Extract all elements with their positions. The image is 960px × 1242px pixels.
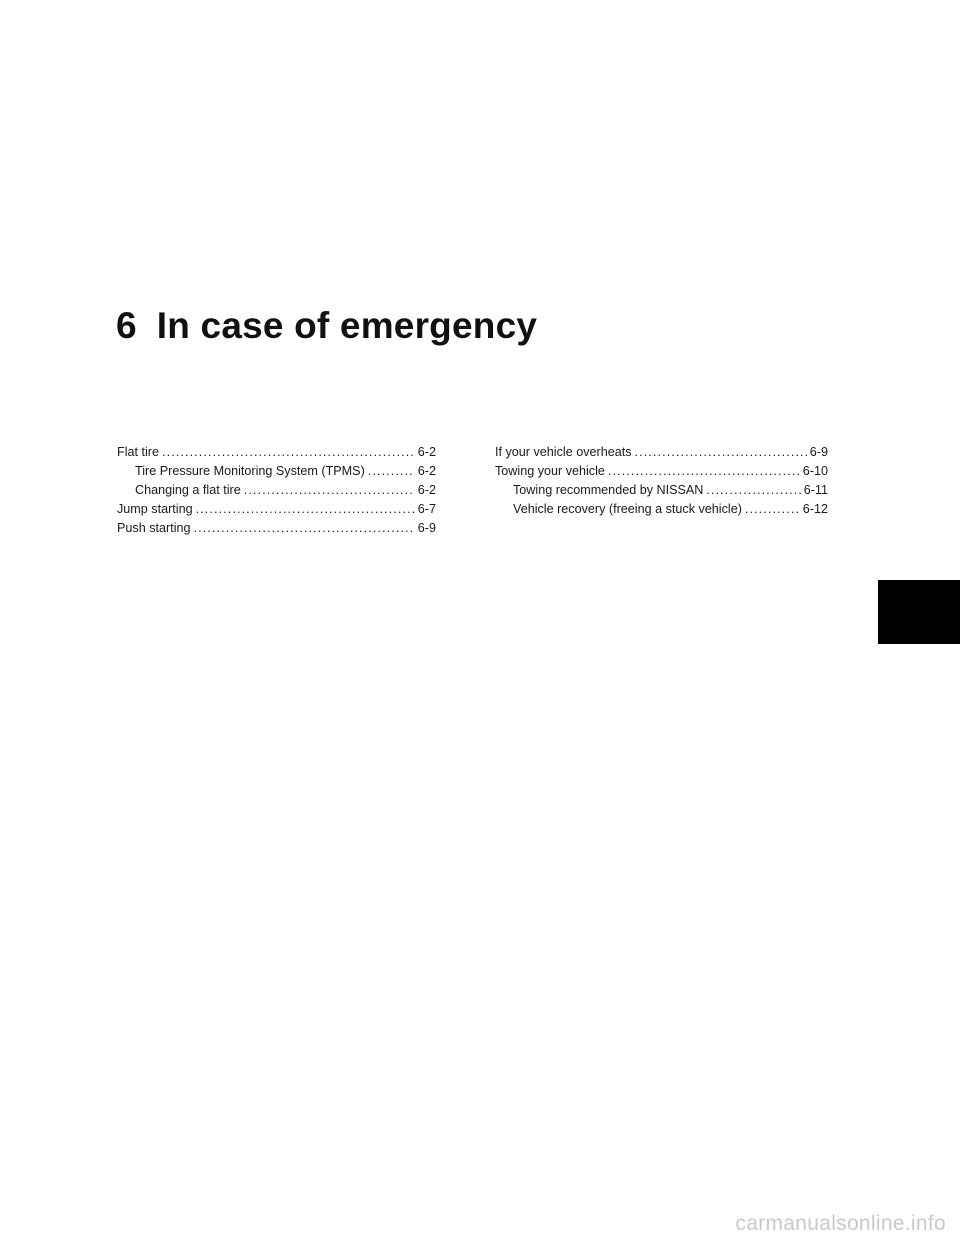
- toc-entry-label: Flat tire: [117, 445, 159, 459]
- toc-entry-page: 6-2: [417, 464, 436, 478]
- toc-entry-towing-vehicle[interactable]: [495, 462, 828, 481]
- toc-leader-dots: [194, 519, 415, 538]
- toc-entry-page: 6-9: [809, 445, 828, 459]
- watermark: carmanualsonline.info: [735, 1212, 946, 1235]
- toc-leader-dots: [706, 481, 800, 500]
- toc-right-column: [495, 443, 828, 519]
- toc-entry-page: 6-10: [802, 464, 828, 478]
- toc-entry-label: Vehicle recovery (freeing a stuck vehicle): [513, 502, 742, 516]
- toc-entry-label: Towing recommended by NISSAN: [513, 483, 704, 497]
- chapter-title-text: In case of emergency: [156, 305, 538, 346]
- toc-entry-label: Towing your vehicle: [495, 464, 605, 478]
- toc-entry-label: Jump starting: [117, 502, 193, 516]
- toc-entry-label: Push starting: [117, 521, 191, 535]
- toc-entry-page: 6-11: [803, 483, 828, 497]
- chapter-number: 6: [116, 305, 137, 346]
- toc-entry-flat-tire[interactable]: [117, 443, 436, 462]
- toc-entry-page: 6-9: [417, 521, 436, 535]
- toc-entry-page: 6-7: [417, 502, 436, 516]
- toc-entry-towing-recommended[interactable]: [495, 481, 828, 500]
- toc-entry-push-starting[interactable]: [117, 519, 436, 538]
- toc-entry-changing-flat-tire[interactable]: [117, 481, 436, 500]
- toc-entry-label: Tire Pressure Monitoring System (TPMS): [135, 464, 365, 478]
- toc-entry-page: 6-12: [802, 502, 828, 516]
- toc-entry-overheats[interactable]: [495, 443, 828, 462]
- chapter-tab-marker: [878, 580, 960, 644]
- toc-leader-dots: [244, 481, 415, 500]
- toc-entry-vehicle-recovery[interactable]: [495, 500, 828, 519]
- toc-entry-label: Changing a flat tire: [135, 483, 241, 497]
- toc-leader-dots: [745, 500, 800, 519]
- toc-leader-dots: [368, 462, 415, 481]
- toc-entry-label: If your vehicle overheats: [495, 445, 632, 459]
- toc-left-column: [117, 443, 436, 538]
- chapter-title: [116, 305, 537, 347]
- toc-leader-dots: [196, 500, 415, 519]
- toc-entry-tpms[interactable]: [117, 462, 436, 481]
- toc-leader-dots: [608, 462, 800, 481]
- toc-entry-page: 6-2: [417, 445, 436, 459]
- toc-entry-page: 6-2: [417, 483, 436, 497]
- toc-leader-dots: [162, 443, 415, 462]
- toc-leader-dots: [635, 443, 807, 462]
- toc-entry-jump-starting[interactable]: [117, 500, 436, 519]
